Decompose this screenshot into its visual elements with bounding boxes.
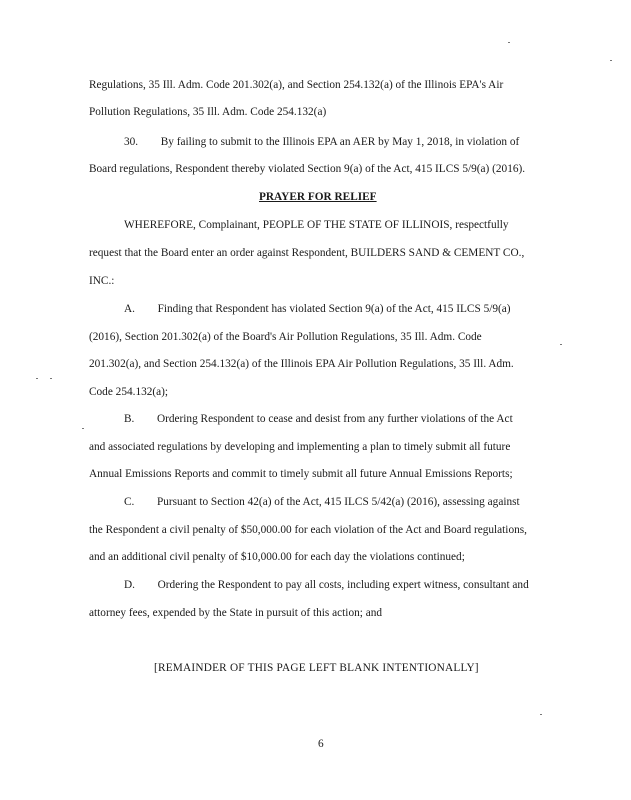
paragraph-line: and associated regulations by developing and implementing a plan to timely submit all future (89, 441, 511, 453)
paragraph-line: 201.302(a), and Section 254.132(a) of the Illinois EPA Air Pollution Regulations, 35 Ill. Adm. (89, 358, 514, 370)
paragraph-line: Pollution Regulations, 35 Ill. Adm. Code 254.132(a) (89, 106, 327, 118)
paragraph-line: request that the Board enter an order against Respondent, BUILDERS SAND & CEMENT CO., (89, 247, 525, 259)
paragraph-line: the Respondent a civil penalty of $50,000.00 for each violation of the Act and Board regulations, (89, 524, 527, 536)
paragraph-line: Code 254.132(a); (89, 386, 169, 398)
paragraph-line: C. Pursuant to Section 42(a) of the Act, 415 ILCS 5/42(a) (2016), assessing against (124, 496, 520, 508)
scan-speck (610, 60, 612, 61)
scan-speck (508, 42, 510, 43)
section-heading: PRAYER FOR RELIEF (259, 191, 377, 203)
scan-speck (50, 378, 52, 379)
paragraph-line: INC.: (89, 275, 115, 287)
blank-page-notice: [REMAINDER OF THIS PAGE LEFT BLANK INTENTIONALLY] (154, 662, 479, 674)
paragraph-line: (2016), Section 201.302(a) of the Board's Air Pollution Regulations, 35 Ill. Adm. Code (89, 331, 482, 343)
paragraph-line: 30. By failing to submit to the Illinois EPA an AER by May 1, 2018, in violation of (124, 136, 520, 148)
scan-speck (560, 344, 562, 345)
paragraph-line: A. Finding that Respondent has violated Section 9(a) of the Act, 415 ILCS 5/9(a) (124, 303, 511, 315)
paragraph-line: and an additional civil penalty of $10,000.00 for each day the violations continued; (89, 551, 465, 563)
scan-speck (82, 428, 84, 429)
paragraph-line: B. Ordering Respondent to cease and desist from any further violations of the Act (124, 413, 513, 425)
paragraph-line: Annual Emissions Reports and commit to timely submit all future Annual Emissions Reports; (89, 468, 513, 480)
scan-speck (36, 378, 38, 379)
page-number: 6 (318, 738, 324, 750)
paragraph-line: D. Ordering the Respondent to pay all costs, including expert witness, consultant and (124, 579, 529, 591)
paragraph-line: Regulations, 35 Ill. Adm. Code 201.302(a), and Section 254.132(a) of the Illinois EPA's Air (89, 79, 504, 91)
paragraph-line: attorney fees, expended by the State in pursuit of this action; and (89, 607, 383, 619)
paragraph-line: WHEREFORE, Complainant, PEOPLE OF THE STATE OF ILLINOIS, respectfully (124, 219, 509, 231)
paragraph-line: Board regulations, Respondent thereby violated Section 9(a) of the Act, 415 ILCS 5/9(a) (2016). (89, 163, 526, 175)
scan-speck (540, 714, 542, 715)
